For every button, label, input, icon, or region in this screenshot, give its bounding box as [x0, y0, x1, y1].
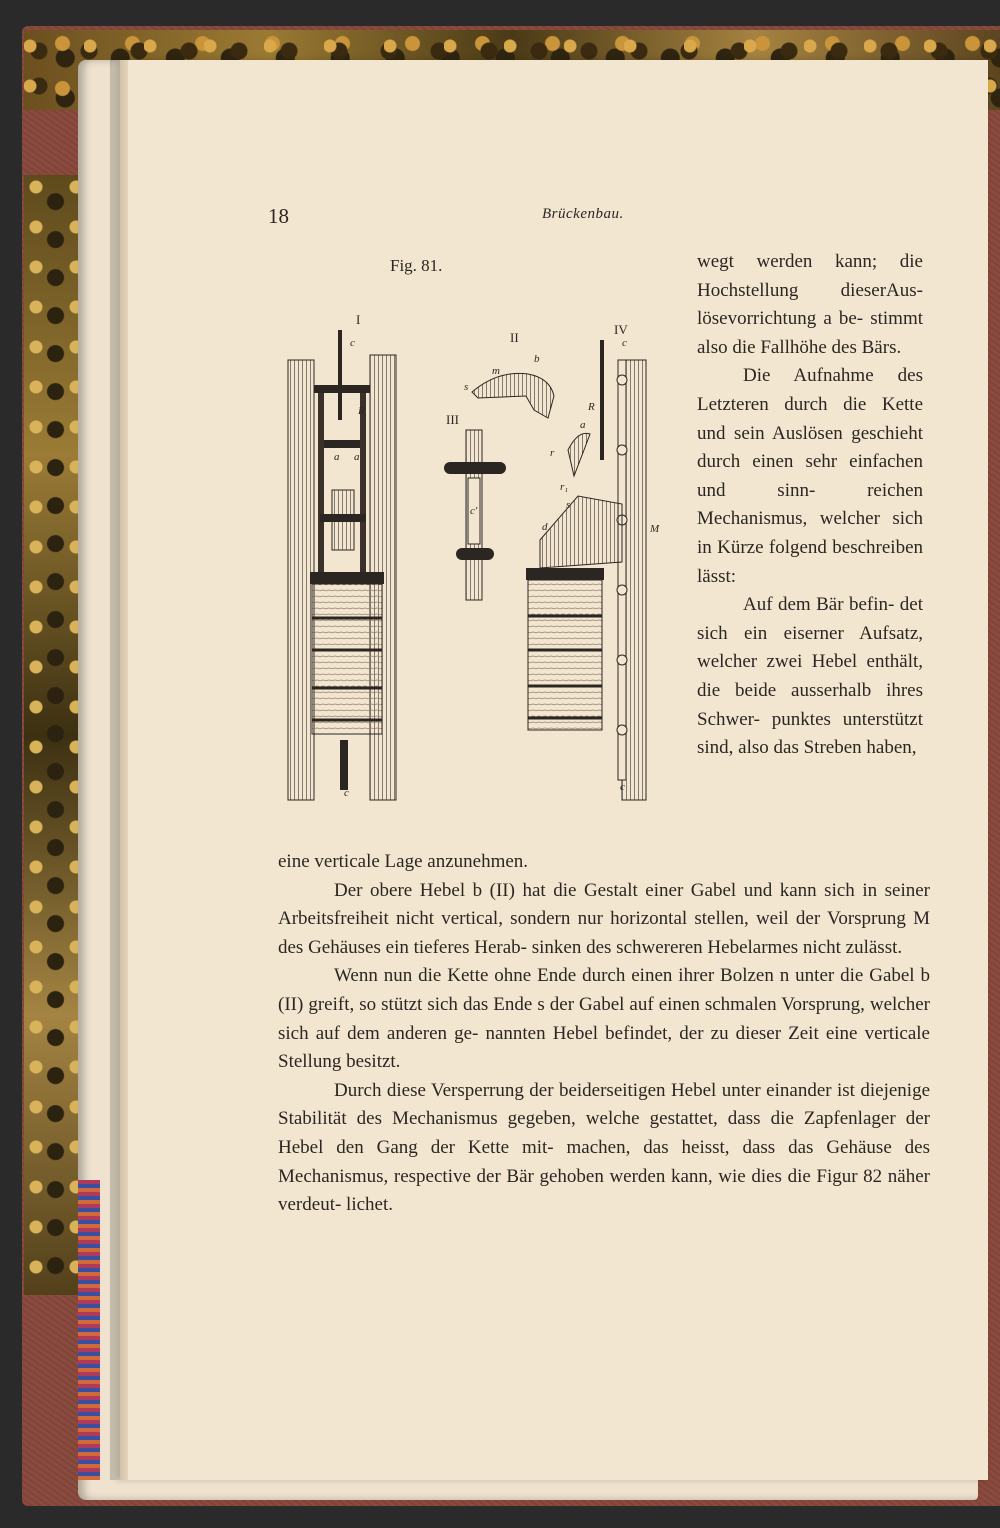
label-a-left: a: [334, 451, 340, 463]
label-d: d: [542, 521, 548, 533]
panel-ii-drawing: [472, 373, 554, 418]
page-number: 18: [268, 204, 289, 228]
marbled-endpaper-side: [24, 175, 84, 1295]
panel-i-drawing: [288, 330, 396, 800]
gutter-shadow: [110, 60, 128, 1480]
side-column-text: [697, 248, 923, 763]
column-paragraph-2: Die Aufnahme des Letzteren durch die Kette und sein Auslösen geschieht durch einen sehr einfachen und sinn- reichen Mechanismus, welcher sich in Kürze folgend beschreiben lässt:: [697, 365, 923, 587]
label-c-top-iv: c: [622, 337, 627, 349]
body-paragraph-2: Der obere Hebel b (II) hat die Gestalt einer Gabel und kann sich in seiner Arbeitsfreiheit nicht vertical, sondern nur horizontal stellen, weil der Vorsprung M des Gehäuses ein tieferes Herab- sinken des schwereren Hebelarmes nicht zulässt.: [278, 879, 930, 958]
body-paragraph-4: Durch diese Versperrung der beiderseitigen Hebel unter einander ist diejenige Stabilität des Mechanismus gegeben, welche gestattet, dass die Zapfenlager der Hebel den Gang der Kette mit- machen, das heisst, dass das Gehäuse des Mechanismus, respective der Bär gehoben werden kann, wie dies die Figur 82 näher verdeut- lichet.: [278, 1079, 930, 1216]
column-paragraph-1: wegt werden kann; die Hochstellung dieserAus- lösevorrichtung a be- stimmt also die Fallhöhe des Bärs.: [697, 251, 923, 358]
label-s-iv: s: [566, 499, 571, 511]
label-s: s: [464, 381, 469, 393]
label-b: b: [534, 353, 540, 365]
label-c-bottom-iv: c: [620, 781, 625, 793]
page-edge-marbling: [78, 1180, 100, 1480]
figure-81-engraving: [278, 300, 678, 820]
label-m-upper: M: [650, 523, 660, 535]
column-paragraph-3: Auf dem Bär befin- det sich ein eiserner Aufsatz, welcher zwei Hebel enthält, die beide ausserhalb ihres Schwer- punktes unterstützt sind, also das Streben haben,: [697, 594, 923, 759]
panel-label-ii: II: [510, 330, 519, 345]
label-r-iv: R: [588, 401, 595, 413]
panel-label-iv: IV: [614, 322, 628, 337]
label-c-prime: c': [470, 505, 478, 517]
label-r-i: R: [358, 405, 365, 417]
label-a-iv: a: [580, 419, 586, 431]
body-paragraph-1: eine verticale Lage anzunehmen.: [278, 851, 529, 872]
main-body-text: [278, 848, 930, 1220]
panel-label-iii: III: [446, 412, 459, 427]
running-title: Brückenbau.: [542, 206, 624, 222]
label-a-right: a: [354, 451, 360, 463]
figure-caption: Fig. 81.: [390, 256, 443, 275]
label-m: m: [492, 365, 500, 377]
label-r1: r₁: [560, 481, 569, 493]
label-c-bottom-i: c: [344, 787, 349, 799]
body-paragraph-3: Wenn nun die Kette ohne Ende durch einen ihrer Bolzen n unter die Gabel b (II) greift, so stützt sich das Ende s der Gabel auf einen schmalen Vorsprung, welcher sich auf dem anderen ge- nannten Hebel befindet, der zu dieser Zeit eine verticale Stellung besitzt.: [278, 965, 930, 1073]
panel-label-i: I: [356, 312, 361, 327]
label-r: r: [550, 447, 555, 459]
label-c-top-i: c: [350, 337, 355, 349]
